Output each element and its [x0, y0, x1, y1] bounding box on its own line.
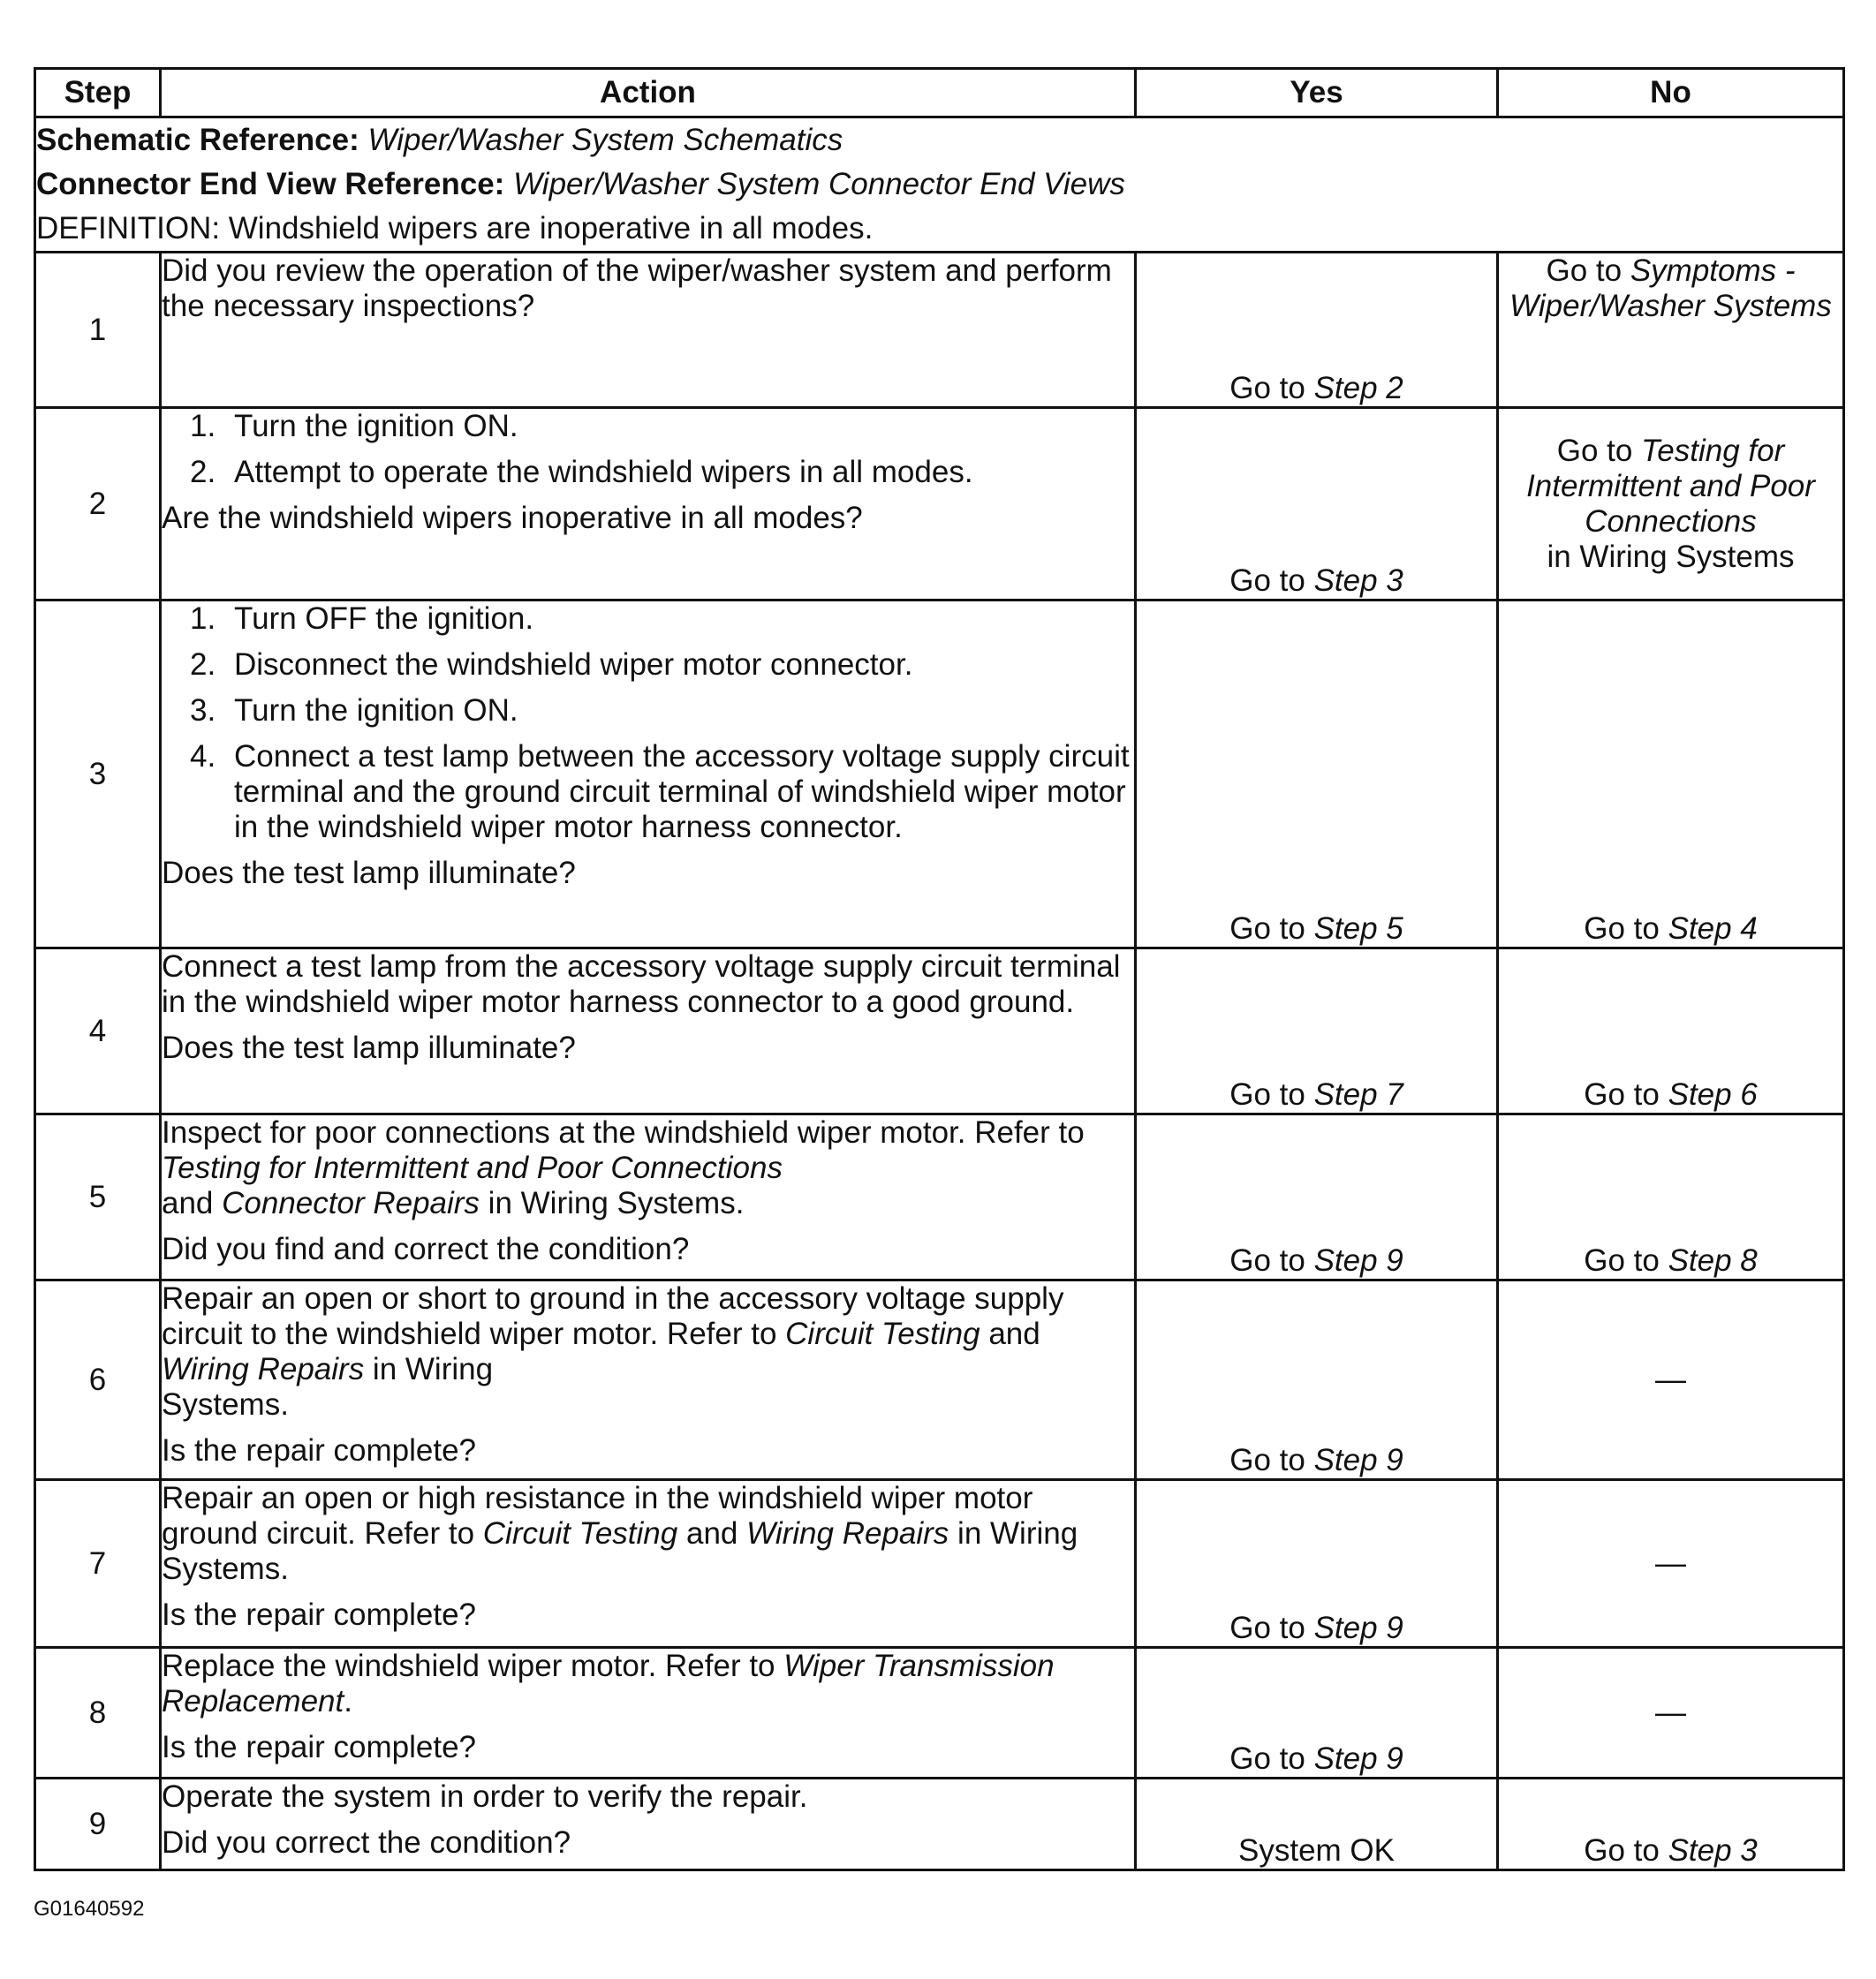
schematic-reference — [36, 118, 1842, 162]
no-link[interactable]: Step 3 — [1668, 1833, 1758, 1868]
header-action: Action — [161, 69, 1136, 117]
action-cell — [161, 948, 1136, 1114]
connector-reference — [36, 162, 1842, 207]
step-number: 7 — [35, 1480, 161, 1648]
yes-prefix: Go to — [1229, 1611, 1314, 1645]
table-row — [35, 1779, 1844, 1870]
yes-cell — [1136, 1779, 1498, 1870]
procedure-item: 1. Turn the ignition ON. — [190, 409, 518, 443]
table-row — [35, 948, 1844, 1114]
action-cell — [161, 1280, 1136, 1480]
yes-link[interactable]: Step 3 — [1313, 563, 1403, 598]
yes-cell — [1136, 1280, 1498, 1480]
yes-link[interactable]: Step 9 — [1313, 1611, 1403, 1645]
action-text: Repair an open or high resistance in the windshield wiper motor ground circuit. Refer to Circuit Testing and Wiring Repairs in Wiring Systems. — [162, 1481, 1078, 1586]
yes-cell — [1136, 948, 1498, 1114]
yes-cell — [1136, 408, 1498, 600]
step-number: 6 — [35, 1280, 161, 1480]
action-text: Replace the windshield wiper motor. Refer to Wiper Transmission Replacement. — [162, 1649, 1055, 1718]
no-cell — [1498, 1648, 1844, 1779]
no-prefix: Go to — [1584, 911, 1668, 946]
diagnostic-table — [34, 67, 1845, 1871]
action-link[interactable]: Wiper Transmission Replacement — [162, 1649, 1055, 1718]
no-link[interactable]: Testing for Intermittent and Poor Connections — [1526, 433, 1815, 539]
yes-prefix: Go to — [1229, 1243, 1314, 1278]
figure-id: G01640592 — [34, 1897, 145, 1921]
table-row — [35, 253, 1844, 408]
yes-cell — [1136, 1480, 1498, 1648]
yes-link[interactable]: Step 9 — [1313, 1443, 1403, 1477]
action-text: Operate the system in order to verify the repair. — [162, 1779, 808, 1814]
no-link[interactable]: Step 8 — [1668, 1243, 1758, 1278]
action-link[interactable]: Circuit Testing — [482, 1516, 678, 1551]
no-cell — [1498, 408, 1844, 600]
action-question: Are the windshield wipers inoperative in all modes? — [162, 501, 863, 535]
no-cell — [1498, 1779, 1844, 1870]
yes-text[interactable]: System OK — [1238, 1833, 1395, 1868]
no-cell — [1498, 1114, 1844, 1280]
action-link[interactable]: Wiring Repairs — [162, 1352, 365, 1386]
yes-cell — [1136, 1648, 1498, 1779]
schematic-reference-link[interactable]: Wiper/Washer System Schematics — [367, 123, 843, 157]
yes-link[interactable]: Step 9 — [1313, 1243, 1403, 1278]
action-cell — [161, 1779, 1136, 1870]
action-question: Is the repair complete? — [162, 1433, 477, 1468]
header-step: Step — [35, 69, 161, 117]
procedure-list — [162, 409, 1134, 490]
table-row — [35, 1114, 1844, 1280]
yes-prefix: Go to — [1229, 1741, 1314, 1776]
table-row — [35, 1480, 1844, 1648]
action-cell — [161, 1480, 1136, 1648]
action-cell — [161, 1648, 1136, 1779]
yes-prefix: Go to — [1229, 1443, 1314, 1477]
yes-link[interactable]: Step 9 — [1313, 1741, 1403, 1776]
yes-cell — [1136, 1114, 1498, 1280]
header-no: No — [1498, 69, 1844, 117]
action-text: Inspect for poor connections at the windshield wiper motor. Refer to Testing for Intermittent and Poor Connections and Connector Repairs in Wiring Systems. — [162, 1115, 1085, 1220]
yes-prefix: Go to — [1229, 1077, 1314, 1112]
action-link[interactable]: Circuit Testing — [785, 1317, 980, 1351]
action-link[interactable]: Connector Repairs — [222, 1186, 480, 1220]
no-cell — [1498, 253, 1844, 408]
no-suffix: in Wiring Systems — [1547, 539, 1795, 574]
procedure-item: 2. Attempt to operate the windshield wipers in all modes. — [190, 455, 973, 489]
procedure-item: 2. Disconnect the windshield wiper motor connector. — [190, 647, 913, 682]
yes-prefix: Go to — [1229, 371, 1314, 405]
reference-row — [35, 117, 1844, 253]
action-cell — [161, 408, 1136, 600]
table-row — [35, 1648, 1844, 1779]
yes-prefix: Go to — [1229, 563, 1314, 598]
step-number: 2 — [35, 408, 161, 600]
definition-text: DEFINITION: Windshield wipers are inoperative in all modes. — [36, 211, 874, 245]
action-question: Did you correct the condition? — [162, 1825, 571, 1860]
procedure-item: 3. Turn the ignition ON. — [190, 693, 518, 728]
action-text: Repair an open or short to ground in the accessory voltage supply circuit to the windshield wiper motor. Refer to Circuit Testing and Wiring Repairs in Wiring Systems. — [162, 1281, 1064, 1422]
step-number: 4 — [35, 948, 161, 1114]
table-row — [35, 1280, 1844, 1480]
action-question: Does the test lamp illuminate? — [162, 1031, 576, 1065]
table-header-row — [35, 69, 1844, 117]
no-dash: — — [1655, 1545, 1686, 1581]
yes-link[interactable]: Step 7 — [1313, 1077, 1403, 1112]
no-dash: — — [1655, 1695, 1686, 1730]
yes-link[interactable]: Step 5 — [1313, 911, 1403, 946]
connector-reference-label: Connector End View Reference: — [36, 167, 505, 201]
no-prefix: Go to — [1584, 1077, 1668, 1112]
action-cell — [161, 253, 1136, 408]
action-text: Did you review the operation of the wiper/washer system and perform the necessary inspections? — [162, 253, 1112, 323]
no-link[interactable]: Step 4 — [1668, 911, 1758, 946]
step-number: 5 — [35, 1114, 161, 1280]
table-row — [35, 408, 1844, 600]
no-dash: — — [1655, 1362, 1686, 1397]
no-cell — [1498, 948, 1844, 1114]
action-cell — [161, 600, 1136, 948]
no-link[interactable]: Step 6 — [1668, 1077, 1758, 1112]
no-prefix: Go to — [1584, 1243, 1668, 1278]
no-prefix: Go to — [1556, 433, 1642, 468]
yes-cell — [1136, 253, 1498, 408]
action-link[interactable]: Testing for Intermittent and Poor Connections — [162, 1151, 783, 1185]
action-text: Connect a test lamp from the accessory voltage supply circuit terminal in the windshield wiper motor harness connector to a good ground. — [162, 949, 1121, 1019]
no-cell — [1498, 1280, 1844, 1480]
step-number: 8 — [35, 1648, 161, 1779]
no-cell — [1498, 1480, 1844, 1648]
no-prefix: Go to — [1546, 253, 1630, 288]
yes-cell — [1136, 600, 1498, 948]
header-yes: Yes — [1136, 69, 1498, 117]
procedure-item: 4. Connect a test lamp between the accessory voltage supply circuit terminal and the ground circuit terminal of windshield wiper motor in the windshield wiper motor harness connector. — [190, 739, 1130, 844]
no-prefix: Go to — [1584, 1833, 1668, 1868]
action-question: Did you find and correct the condition? — [162, 1232, 690, 1266]
procedure-list — [162, 601, 1134, 845]
table-row — [35, 600, 1844, 948]
step-number: 3 — [35, 600, 161, 948]
no-cell — [1498, 600, 1844, 948]
action-question: Is the repair complete? — [162, 1730, 477, 1764]
action-question: Is the repair complete? — [162, 1598, 477, 1632]
reference-cell — [35, 117, 1844, 253]
yes-link[interactable]: Step 2 — [1313, 371, 1403, 405]
step-number: 1 — [35, 253, 161, 408]
action-question: Does the test lamp illuminate? — [162, 856, 576, 890]
procedure-item: 1. Turn OFF the ignition. — [190, 601, 534, 636]
no-link[interactable]: Symptoms - Wiper/Washer Systems — [1509, 253, 1832, 323]
action-cell — [161, 1114, 1136, 1280]
action-link[interactable]: Wiring Repairs — [746, 1516, 949, 1551]
yes-prefix: Go to — [1229, 911, 1314, 946]
diagnostic-page — [34, 67, 1842, 1871]
schematic-reference-label: Schematic Reference: — [36, 123, 359, 157]
connector-reference-link[interactable]: Wiper/Washer System Connector End Views — [513, 167, 1125, 201]
step-number: 9 — [35, 1779, 161, 1870]
